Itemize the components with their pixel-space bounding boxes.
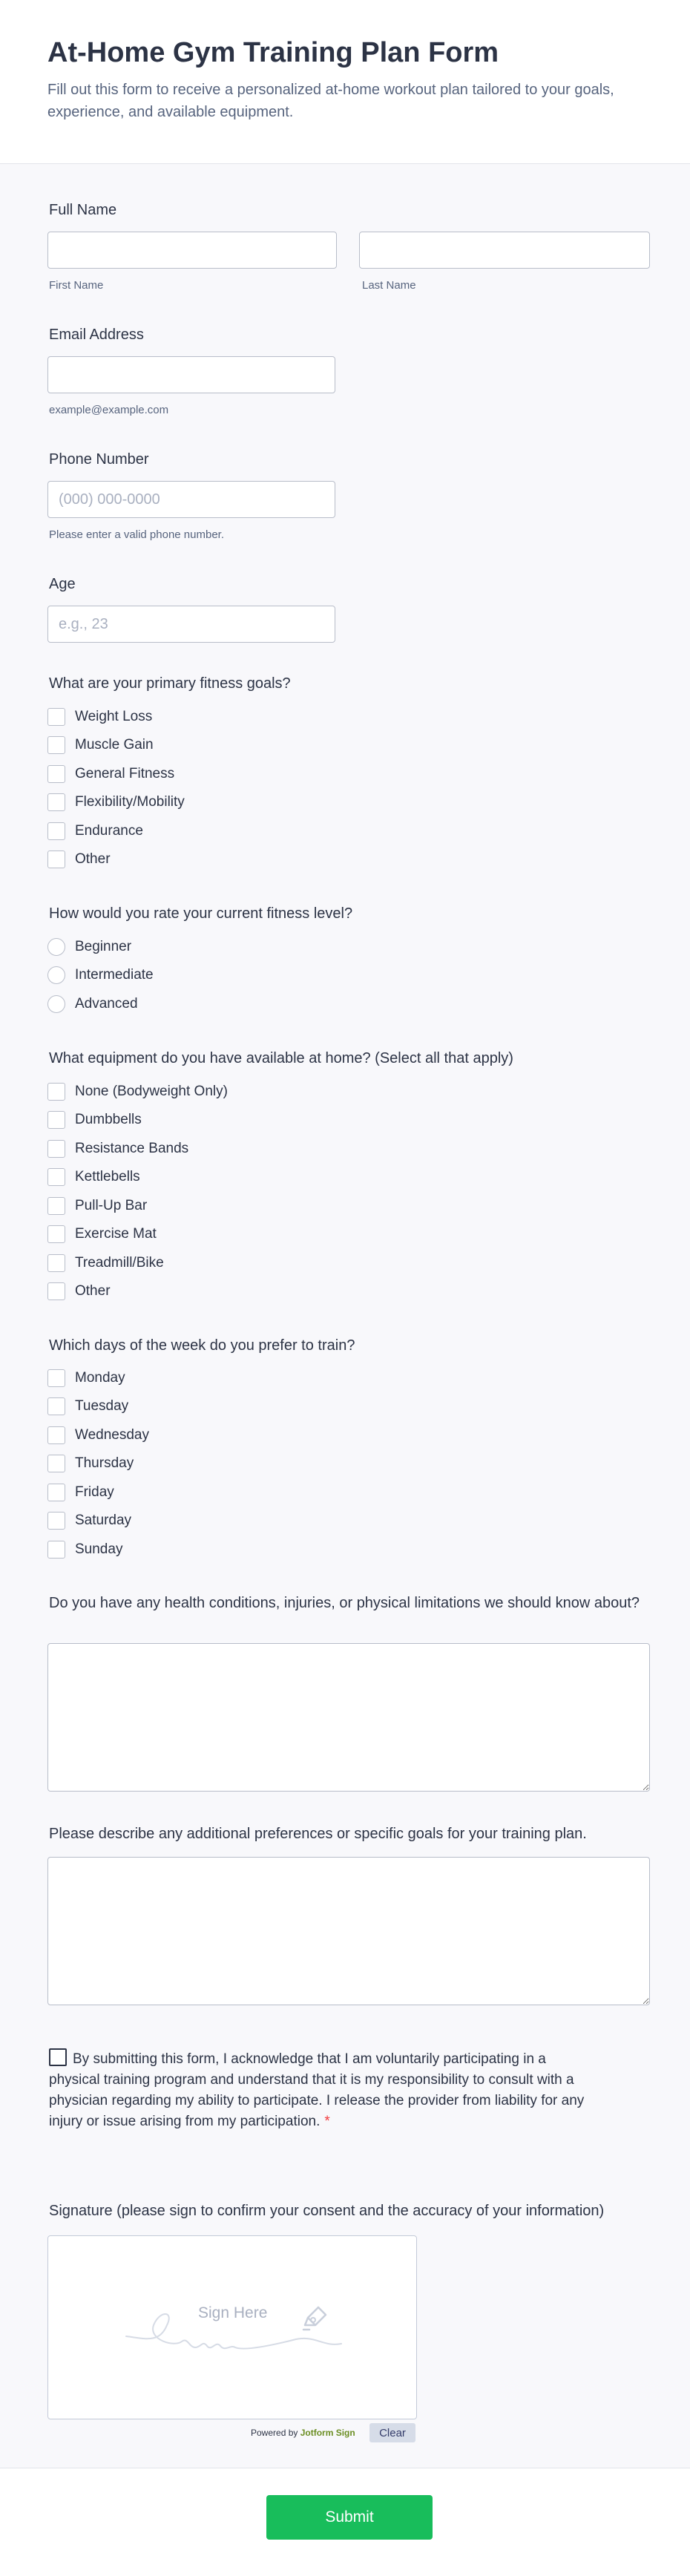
email-input[interactable] <box>47 356 335 393</box>
checkbox[interactable] <box>47 736 65 754</box>
age-label: Age <box>49 576 76 592</box>
equipment-option[interactable]: Kettlebells <box>47 1166 140 1188</box>
signature-label: Signature (please sign to confirm your consent and the accuracy of your information) <box>49 2203 605 2219</box>
checkbox[interactable] <box>47 1197 65 1215</box>
checkbox[interactable] <box>47 1225 65 1243</box>
equipment-label: What equipment do you have available at home? (Select all that apply) <box>49 1050 513 1066</box>
consent-checkbox[interactable] <box>49 2048 67 2066</box>
checkbox[interactable] <box>47 1397 65 1415</box>
consent-text: By submitting this form, I acknowledge that I am voluntarily participating in a physical training program and understand that it is my responsibility to consult with a physician regarding my ability to participate. I release the provider from liability for any injury or issue arising from my participation. <box>49 2051 585 2129</box>
phone-sublabel: Please enter a valid phone number. <box>49 528 224 541</box>
signature-pad[interactable] <box>47 2235 417 2419</box>
checkbox[interactable] <box>47 1369 65 1387</box>
checkbox[interactable] <box>47 793 65 811</box>
jotform-sign-brand: Jotform Sign <box>300 2428 355 2438</box>
sign-here-placeholder: Sign Here <box>198 2304 268 2321</box>
fitness-level-option[interactable]: Advanced <box>47 993 138 1015</box>
day-option[interactable]: Wednesday <box>47 1424 149 1446</box>
health-label: Do you have any health conditions, injuries, or physical limitations we should know about? <box>49 1595 640 1611</box>
full-name-label: Full Name <box>49 202 117 218</box>
radio-button[interactable] <box>47 966 65 984</box>
preferences-textarea[interactable] <box>47 1857 650 2005</box>
day-option[interactable]: Friday <box>47 1481 114 1504</box>
email-label: Email Address <box>49 327 144 343</box>
checkbox[interactable] <box>47 1541 65 1559</box>
first-name-input[interactable] <box>47 232 337 269</box>
equipment-option[interactable]: Pull-Up Bar <box>47 1195 147 1217</box>
last-name-sublabel: Last Name <box>362 279 416 292</box>
form-footer <box>0 2468 690 2576</box>
day-option[interactable]: Monday <box>47 1367 125 1389</box>
age-input[interactable] <box>47 606 335 643</box>
equipment-option[interactable]: Treadmill/Bike <box>47 1252 164 1274</box>
day-option[interactable]: Saturday <box>47 1510 131 1532</box>
checkbox[interactable] <box>47 1111 65 1129</box>
health-textarea[interactable] <box>47 1643 650 1792</box>
consent-statement <box>49 2048 591 2132</box>
powered-by: Powered by Jotform Sign <box>251 2428 355 2438</box>
fitness-level-option[interactable]: Beginner <box>47 936 131 958</box>
equipment-option[interactable]: Dumbbells <box>47 1109 142 1131</box>
goal-option[interactable]: General Fitness <box>47 763 174 785</box>
goal-option[interactable]: Other <box>47 848 111 871</box>
phone-label: Phone Number <box>49 451 149 468</box>
checkbox[interactable] <box>47 822 65 840</box>
checkbox[interactable] <box>47 1484 65 1501</box>
day-option[interactable]: Sunday <box>47 1538 122 1561</box>
equipment-option[interactable]: Resistance Bands <box>47 1138 188 1160</box>
checkbox[interactable] <box>47 1254 65 1272</box>
fitness-level-label: How would you rate your current fitness level? <box>49 905 353 922</box>
fitness-level-option[interactable]: Intermediate <box>47 964 154 986</box>
clear-signature-button[interactable]: Clear <box>369 2423 415 2442</box>
goal-option[interactable]: Endurance <box>47 820 143 842</box>
last-name-input[interactable] <box>359 232 650 269</box>
goal-option[interactable]: Flexibility/Mobility <box>47 791 185 813</box>
form-subtitle: Fill out this form to receive a personalized at-home workout plan tailored to your goals, experience, and available equipment. <box>47 82 614 120</box>
radio-button[interactable] <box>47 995 65 1013</box>
email-sublabel: example@example.com <box>49 404 169 416</box>
signature-scribble-icon <box>48 2236 418 2420</box>
checkbox[interactable] <box>47 708 65 726</box>
first-name-sublabel: First Name <box>49 279 104 292</box>
equipment-option[interactable]: Other <box>47 1280 111 1302</box>
goal-option[interactable]: Weight Loss <box>47 706 152 728</box>
checkbox[interactable] <box>47 851 65 868</box>
training-days-label: Which days of the week do you prefer to train? <box>49 1337 355 1354</box>
checkbox[interactable] <box>47 1512 65 1530</box>
checkbox[interactable] <box>47 1168 65 1186</box>
radio-button[interactable] <box>47 938 65 956</box>
day-option[interactable]: Tuesday <box>47 1395 128 1418</box>
preferences-label: Please describe any additional preferences or specific goals for your training plan. <box>49 1826 587 1842</box>
checkbox[interactable] <box>47 1426 65 1444</box>
goal-option[interactable]: Muscle Gain <box>47 734 154 756</box>
form-header <box>0 0 690 164</box>
checkbox[interactable] <box>47 1455 65 1472</box>
required-asterisk: * <box>324 2114 330 2129</box>
checkbox[interactable] <box>47 1140 65 1158</box>
checkbox[interactable] <box>47 765 65 783</box>
checkbox[interactable] <box>47 1282 65 1300</box>
goals-label: What are your primary fitness goals? <box>49 675 291 692</box>
equipment-option[interactable]: Exercise Mat <box>47 1223 157 1245</box>
day-option[interactable]: Thursday <box>47 1452 134 1475</box>
equipment-option[interactable]: None (Bodyweight Only) <box>47 1081 228 1103</box>
form-title: At-Home Gym Training Plan Form <box>47 37 499 68</box>
pen-icon <box>300 2303 330 2333</box>
checkbox[interactable] <box>47 1083 65 1101</box>
submit-button[interactable]: Submit <box>266 2495 433 2540</box>
phone-input[interactable] <box>47 481 335 518</box>
